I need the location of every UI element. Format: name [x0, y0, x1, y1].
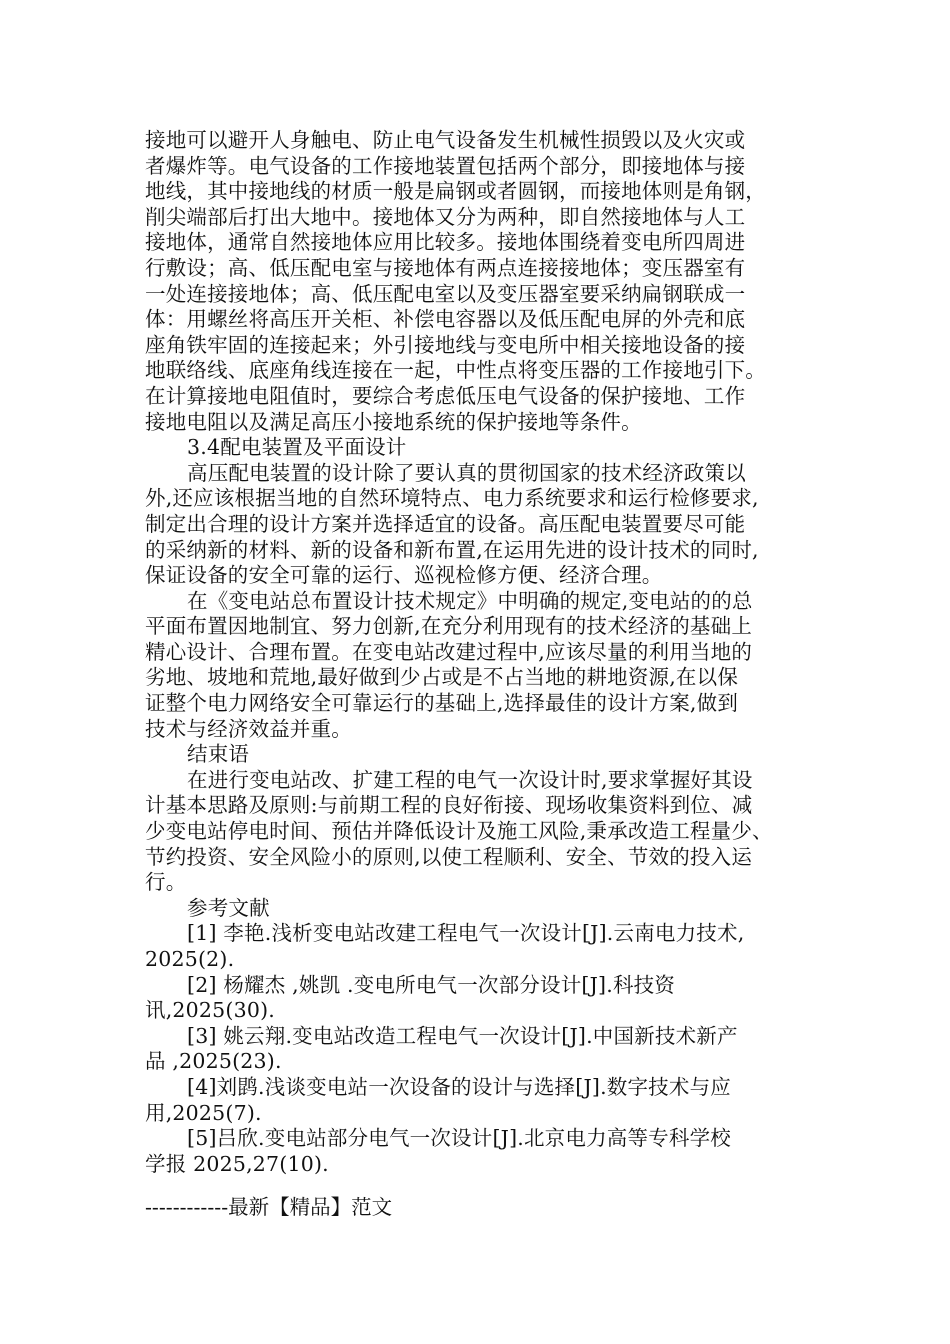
- text-line: 高压配电装置的设计除了要认真的贯彻国家的技术经济政策以: [187, 460, 746, 485]
- text-line: 接地电阻以及满足高压小接地系统的保护接地等条件。: [145, 409, 642, 434]
- text-line: 接地体，通常自然接地体应用比较多。接地体围绕着变电所四周进: [145, 230, 746, 255]
- text-line: 一处连接接地体；高、低压配电室以及变压器室要采纳扁钢联成一: [145, 281, 746, 306]
- text-line: 地联络线、底座角线连接在一起，中性点将变压器的工作接地引下。: [145, 358, 766, 383]
- text-line: 座角铁牢固的连接起来；外引接地线与变电所中相关接地设备的接: [145, 332, 746, 357]
- text-line: 技术与经济效益并重。: [145, 716, 352, 741]
- text-line: 接地可以避开人身触电、防止电气设备发生机械性损毁以及火灾或: [145, 128, 746, 152]
- text-line: 学报 2025,27(10).: [145, 1151, 329, 1176]
- text-line: [4]刘鹍.浅谈变电站一次设备的设计与选择[J].数字技术与应: [187, 1074, 731, 1099]
- text-line: 削尖端部后打出大地中。接地体又分为两种，即自然接地体与人工: [145, 204, 746, 229]
- text-line: 劣地、坡地和荒地,最好做到少占或是不占当地的耕地资源,在以保: [145, 665, 739, 690]
- text-line: 用,2025(7).: [145, 1100, 262, 1125]
- text-line: 节约投资、安全风险小的原则,以使工程顺利、安全、节效的投入运: [145, 844, 753, 869]
- text-line: 者爆炸等。电气设备的工作接地装置包括两个部分，即接地体与接: [145, 153, 746, 178]
- text-line: 讯,2025(30).: [145, 998, 275, 1023]
- text-line: 结束语: [187, 742, 250, 767]
- text-line: 参考文献: [187, 895, 270, 920]
- text-line: 证整个电力网络安全可靠运行的基础上,选择最佳的设计方案,做到: [145, 691, 739, 716]
- text-line: [2] 杨耀杰 ,姚凯 .变电所电气一次部分设计[J].科技资: [187, 972, 676, 997]
- text-line: 保证设备的安全可靠的运行、巡视检修方便、经济合理。: [145, 563, 663, 588]
- text-line: 制定出合理的设计方案并选择适宜的设备。高压配电装置要尽可能: [145, 511, 746, 536]
- text-line: 地线，其中接地线的材质一般是扁钢或者圆钢，而接地体则是角钢，: [145, 179, 766, 204]
- text-line: [3] 姚云翔.变电站改造工程电气一次设计[J].中国新技术新产: [187, 1023, 738, 1048]
- text-line: 2025(2).: [145, 947, 235, 971]
- text-line: 的采纳新的材料、新的设备和新布置,在运用先进的设计技术的同时,: [145, 537, 759, 562]
- text-line: [5]吕欣.变电站部分电气一次设计[J].北京电力高等专科学校: [187, 1126, 731, 1151]
- text-line: [1] 李艳.浅析变电站改建工程电气一次设计[J].云南电力技术,: [187, 921, 745, 946]
- text-line: 在计算接地电阻值时，要综合考虑低压电气设备的保护接地、工作: [145, 383, 746, 408]
- text-line: 在《变电站总布置设计技术规定》中明确的规定,变电站的的总: [187, 588, 753, 613]
- text-line: 计基本思路及原则:与前期工程的良好衔接、现场收集资料到位、减: [145, 793, 753, 818]
- footer-text: ------------最新【精品】范文: [145, 1195, 393, 1219]
- text-line: 在进行变电站改、扩建工程的电气一次设计时,要求掌握好其设: [187, 767, 753, 792]
- text-line: 3.4配电装置及平面设计: [187, 435, 407, 460]
- text-line: 行。: [145, 870, 187, 895]
- text-line: 行敷设；高、低压配电室与接地体有两点连接接地体；变压器室有: [145, 255, 746, 280]
- document-body: [145, 128, 810, 1177]
- text-line: 精心设计、合理布置。在变电站改建过程中,应该尽量的利用当地的: [145, 639, 753, 664]
- text-line: 外,还应该根据当地的自然环境特点、电力系统要求和运行检修要求,: [145, 486, 759, 511]
- text-line: 体：用螺丝将高压开关柜、补偿电容器以及低压配电屏的外壳和底: [145, 307, 746, 332]
- text-line: 平面布置因地制宜、努力创新,在充分利用现有的技术经济的基础上: [145, 614, 753, 639]
- text-line: 品 ,2025(23).: [145, 1049, 282, 1074]
- text-line: 少变电站停电时间、预估并降低设计及施工风险,秉承改造工程量少、: [145, 819, 773, 844]
